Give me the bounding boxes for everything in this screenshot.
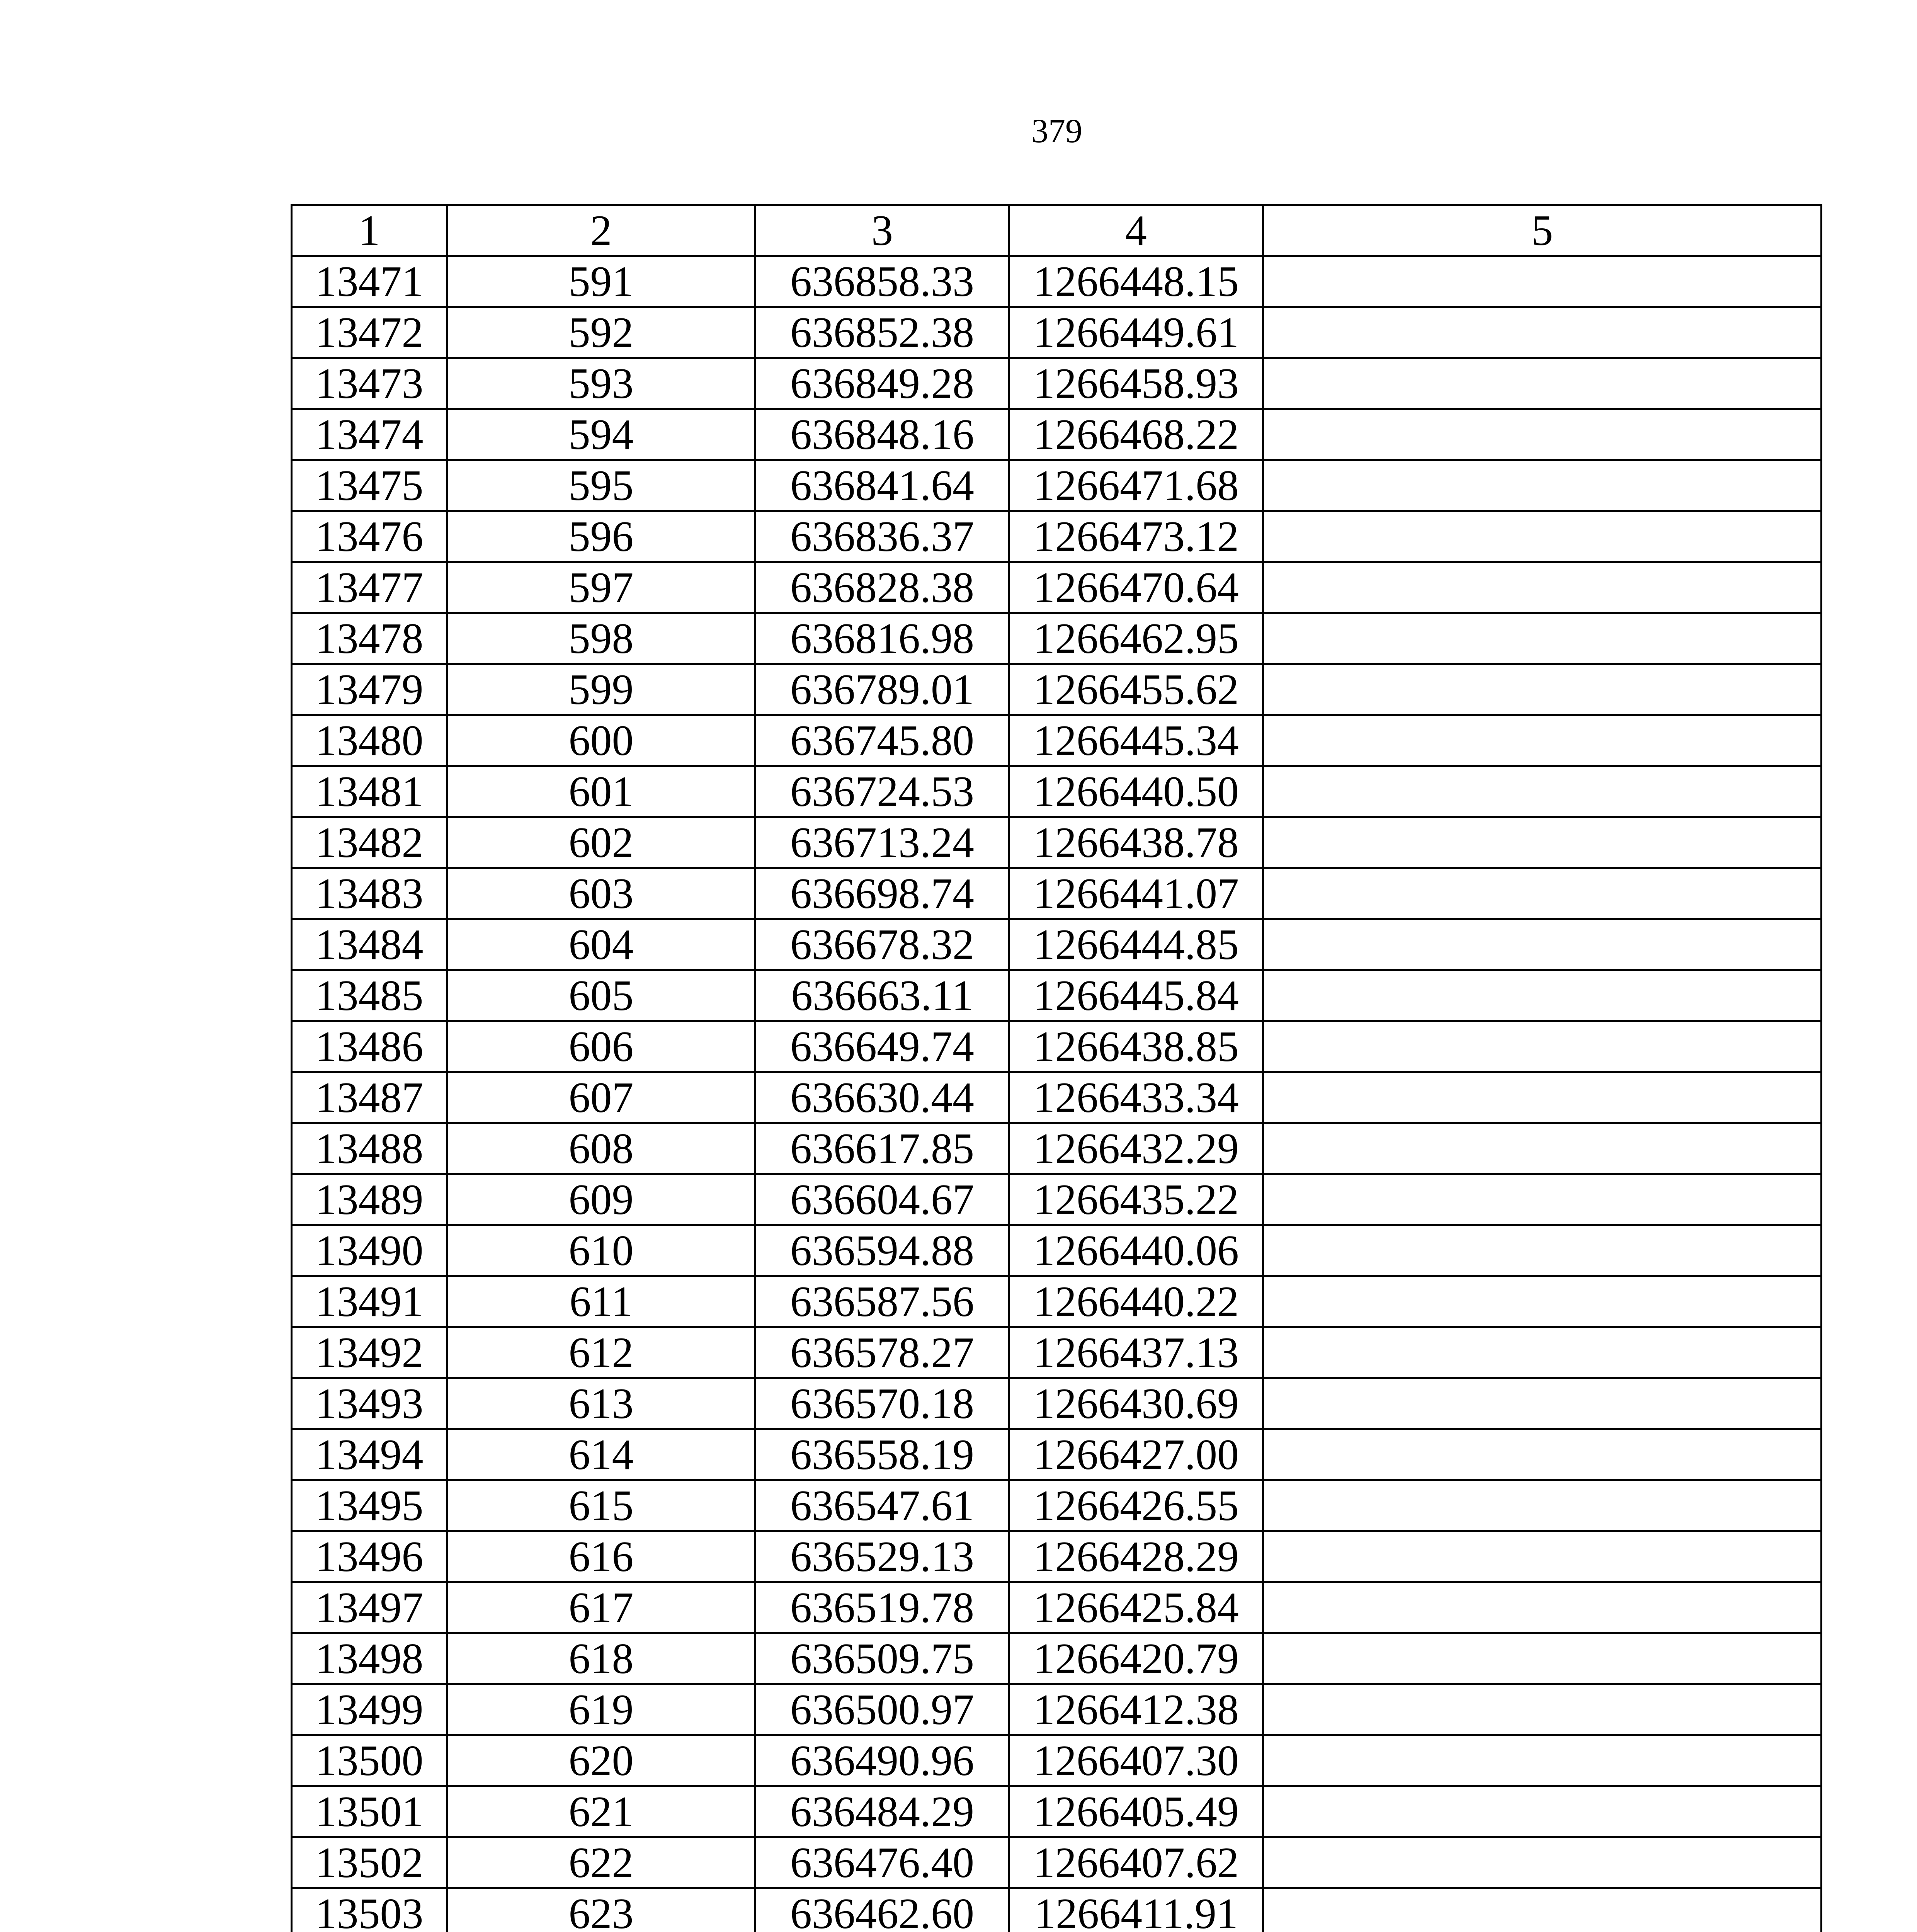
table-cell: 13503 [292, 1888, 447, 1932]
table-cell: 636630.44 [755, 1072, 1009, 1123]
table-row [292, 1378, 1822, 1429]
table-cell [1263, 613, 1822, 664]
table-row [292, 1531, 1822, 1582]
table-cell: 609 [447, 1174, 755, 1225]
table-cell: 636604.67 [755, 1174, 1009, 1225]
table-cell: 1266444.85 [1009, 919, 1263, 970]
table-cell: 636547.61 [755, 1480, 1009, 1531]
table-cell: 1266445.34 [1009, 715, 1263, 766]
table-cell: 13476 [292, 511, 447, 562]
table-row [292, 460, 1822, 511]
column-header: 3 [755, 205, 1009, 256]
table-cell: 1266471.68 [1009, 460, 1263, 511]
table-cell: 636558.19 [755, 1429, 1009, 1480]
table-cell: 1266407.30 [1009, 1735, 1263, 1786]
table-cell: 1266438.85 [1009, 1021, 1263, 1072]
column-header: 4 [1009, 205, 1263, 256]
coordinates-table [291, 204, 1822, 1932]
table-row [292, 1888, 1822, 1932]
table-row [292, 1684, 1822, 1735]
table-cell [1263, 1072, 1822, 1123]
table-cell: 1266441.07 [1009, 868, 1263, 919]
table-cell: 1266440.50 [1009, 766, 1263, 817]
table-row [292, 511, 1822, 562]
table-cell [1263, 1480, 1822, 1531]
table-cell: 636828.38 [755, 562, 1009, 613]
table-cell: 636852.38 [755, 307, 1009, 358]
table-cell: 13497 [292, 1582, 447, 1633]
table-cell: 13490 [292, 1225, 447, 1276]
table-cell [1263, 868, 1822, 919]
column-header: 1 [292, 205, 447, 256]
table-cell: 612 [447, 1327, 755, 1378]
table-cell: 636841.64 [755, 460, 1009, 511]
table-cell [1263, 766, 1822, 817]
table-cell: 13501 [292, 1786, 447, 1837]
table-row [292, 307, 1822, 358]
table-cell: 1266435.22 [1009, 1174, 1263, 1225]
table-cell [1263, 511, 1822, 562]
table-cell: 1266448.15 [1009, 256, 1263, 307]
table-row [292, 664, 1822, 715]
table-cell: 1266437.13 [1009, 1327, 1263, 1378]
table-row [292, 256, 1822, 307]
table-cell: 636484.29 [755, 1786, 1009, 1837]
table-cell [1263, 1531, 1822, 1582]
table-cell: 596 [447, 511, 755, 562]
table-cell: 636724.53 [755, 766, 1009, 817]
page-number: 379 [1031, 112, 1082, 150]
table-cell: 1266411.91 [1009, 1888, 1263, 1932]
table-cell [1263, 1888, 1822, 1932]
table-cell: 599 [447, 664, 755, 715]
table-cell: 636490.96 [755, 1735, 1009, 1786]
table-cell: 636649.74 [755, 1021, 1009, 1072]
table-cell [1263, 1174, 1822, 1225]
table-row [292, 1582, 1822, 1633]
table-cell [1263, 460, 1822, 511]
table-cell: 13498 [292, 1633, 447, 1684]
table-cell [1263, 919, 1822, 970]
table-cell [1263, 1225, 1822, 1276]
table-row [292, 562, 1822, 613]
table-cell: 1266425.84 [1009, 1582, 1263, 1633]
table-cell: 13486 [292, 1021, 447, 1072]
table-cell: 1266432.29 [1009, 1123, 1263, 1174]
table-cell: 636587.56 [755, 1276, 1009, 1327]
table-row [292, 1021, 1822, 1072]
table-row [292, 715, 1822, 766]
table-cell [1263, 1378, 1822, 1429]
table-cell [1263, 562, 1822, 613]
table-cell: 597 [447, 562, 755, 613]
table-cell: 13480 [292, 715, 447, 766]
table-cell: 598 [447, 613, 755, 664]
table-cell: 636836.37 [755, 511, 1009, 562]
table-cell: 1266427.00 [1009, 1429, 1263, 1480]
table-cell: 617 [447, 1582, 755, 1633]
table-cell [1263, 1684, 1822, 1735]
table-row [292, 1480, 1822, 1531]
table-cell: 595 [447, 460, 755, 511]
table-cell: 1266428.29 [1009, 1531, 1263, 1582]
table-cell: 13475 [292, 460, 447, 511]
table-cell: 13500 [292, 1735, 447, 1786]
table-cell: 611 [447, 1276, 755, 1327]
table-cell: 608 [447, 1123, 755, 1174]
table-cell: 603 [447, 868, 755, 919]
table-cell: 636578.27 [755, 1327, 1009, 1378]
table-row [292, 1276, 1822, 1327]
table-cell: 1266440.06 [1009, 1225, 1263, 1276]
table-cell [1263, 1276, 1822, 1327]
table-cell [1263, 307, 1822, 358]
table-cell: 636698.74 [755, 868, 1009, 919]
table-row [292, 409, 1822, 460]
table-cell: 13488 [292, 1123, 447, 1174]
table-cell: 636617.85 [755, 1123, 1009, 1174]
table-cell: 619 [447, 1684, 755, 1735]
table-body [292, 205, 1822, 1932]
column-header: 2 [447, 205, 755, 256]
table-cell: 623 [447, 1888, 755, 1932]
table-cell: 1266438.78 [1009, 817, 1263, 868]
table-cell: 636713.24 [755, 817, 1009, 868]
table-cell: 636678.32 [755, 919, 1009, 970]
table-cell: 636816.98 [755, 613, 1009, 664]
table-cell: 13483 [292, 868, 447, 919]
table-cell [1263, 715, 1822, 766]
table-cell: 616 [447, 1531, 755, 1582]
table-cell: 13487 [292, 1072, 447, 1123]
table-cell: 605 [447, 970, 755, 1021]
table-cell: 1266405.49 [1009, 1786, 1263, 1837]
table-cell [1263, 970, 1822, 1021]
table-header-row [292, 205, 1822, 256]
table-cell [1263, 358, 1822, 409]
table-row [292, 1225, 1822, 1276]
table-cell: 13472 [292, 307, 447, 358]
table-cell [1263, 664, 1822, 715]
table-cell: 13479 [292, 664, 447, 715]
table-cell: 13473 [292, 358, 447, 409]
table-cell: 636663.11 [755, 970, 1009, 1021]
table-cell [1263, 817, 1822, 868]
table-cell [1263, 409, 1822, 460]
table-cell [1263, 1786, 1822, 1837]
table-cell: 594 [447, 409, 755, 460]
column-header: 5 [1263, 205, 1822, 256]
table-cell: 13496 [292, 1531, 447, 1582]
table-cell [1263, 1327, 1822, 1378]
table-row [292, 1327, 1822, 1378]
table-cell: 610 [447, 1225, 755, 1276]
table-cell: 1266420.79 [1009, 1633, 1263, 1684]
table-cell: 636519.78 [755, 1582, 1009, 1633]
table-cell: 636476.40 [755, 1837, 1009, 1888]
table-cell: 1266412.38 [1009, 1684, 1263, 1735]
table-cell: 636509.75 [755, 1633, 1009, 1684]
table-cell: 618 [447, 1633, 755, 1684]
table-cell: 1266468.22 [1009, 409, 1263, 460]
table-cell: 13492 [292, 1327, 447, 1378]
table-cell: 636570.18 [755, 1378, 1009, 1429]
table-cell: 1266455.62 [1009, 664, 1263, 715]
table-cell: 13482 [292, 817, 447, 868]
table-cell: 13493 [292, 1378, 447, 1429]
table-cell: 636500.97 [755, 1684, 1009, 1735]
table-cell: 13495 [292, 1480, 447, 1531]
table-cell: 1266426.55 [1009, 1480, 1263, 1531]
table-row [292, 1633, 1822, 1684]
table-row [292, 613, 1822, 664]
table-cell: 636789.01 [755, 664, 1009, 715]
table-cell: 614 [447, 1429, 755, 1480]
table-cell [1263, 1837, 1822, 1888]
table-cell: 591 [447, 256, 755, 307]
table-cell [1263, 1735, 1822, 1786]
table-cell: 13494 [292, 1429, 447, 1480]
table-cell: 13485 [292, 970, 447, 1021]
table-cell: 636594.88 [755, 1225, 1009, 1276]
table-cell [1263, 1582, 1822, 1633]
table-row [292, 1735, 1822, 1786]
table-cell: 13478 [292, 613, 447, 664]
table-cell: 1266473.12 [1009, 511, 1263, 562]
table-cell: 592 [447, 307, 755, 358]
table-cell: 13491 [292, 1276, 447, 1327]
table-cell: 636848.16 [755, 409, 1009, 460]
table-row [292, 817, 1822, 868]
table-row [292, 970, 1822, 1021]
table-row [292, 358, 1822, 409]
table-cell: 622 [447, 1837, 755, 1888]
table-cell: 1266440.22 [1009, 1276, 1263, 1327]
table-row [292, 1123, 1822, 1174]
table-cell: 1266470.64 [1009, 562, 1263, 613]
table-row [292, 766, 1822, 817]
table-cell [1263, 1123, 1822, 1174]
table-cell: 1266462.95 [1009, 613, 1263, 664]
table-cell: 601 [447, 766, 755, 817]
table-cell: 636745.80 [755, 715, 1009, 766]
table-cell: 620 [447, 1735, 755, 1786]
table-cell: 607 [447, 1072, 755, 1123]
table-row [292, 1174, 1822, 1225]
table-cell: 13484 [292, 919, 447, 970]
table-cell: 1266407.62 [1009, 1837, 1263, 1888]
table-cell: 615 [447, 1480, 755, 1531]
table-row [292, 1072, 1822, 1123]
table-cell: 621 [447, 1786, 755, 1837]
table-cell: 13481 [292, 766, 447, 817]
table-row [292, 868, 1822, 919]
table-cell: 13477 [292, 562, 447, 613]
table-cell [1263, 1429, 1822, 1480]
table-cell: 1266458.93 [1009, 358, 1263, 409]
table-cell: 636529.13 [755, 1531, 1009, 1582]
table-cell: 593 [447, 358, 755, 409]
table-cell: 600 [447, 715, 755, 766]
table-row [292, 1837, 1822, 1888]
table-row [292, 919, 1822, 970]
table-cell: 636462.60 [755, 1888, 1009, 1932]
table-cell: 606 [447, 1021, 755, 1072]
table-cell [1263, 256, 1822, 307]
table-cell: 636849.28 [755, 358, 1009, 409]
table-row [292, 1786, 1822, 1837]
table-cell: 1266449.61 [1009, 307, 1263, 358]
table-cell: 1266433.34 [1009, 1072, 1263, 1123]
table-cell: 604 [447, 919, 755, 970]
table-cell: 613 [447, 1378, 755, 1429]
table-cell: 13502 [292, 1837, 447, 1888]
table-cell: 1266445.84 [1009, 970, 1263, 1021]
table-cell: 13474 [292, 409, 447, 460]
table-cell: 602 [447, 817, 755, 868]
table-cell [1263, 1021, 1822, 1072]
table-row [292, 1429, 1822, 1480]
table-cell: 13499 [292, 1684, 447, 1735]
table-cell [1263, 1633, 1822, 1684]
table-cell: 1266430.69 [1009, 1378, 1263, 1429]
table-cell: 13489 [292, 1174, 447, 1225]
table-cell: 13471 [292, 256, 447, 307]
table-cell: 636858.33 [755, 256, 1009, 307]
